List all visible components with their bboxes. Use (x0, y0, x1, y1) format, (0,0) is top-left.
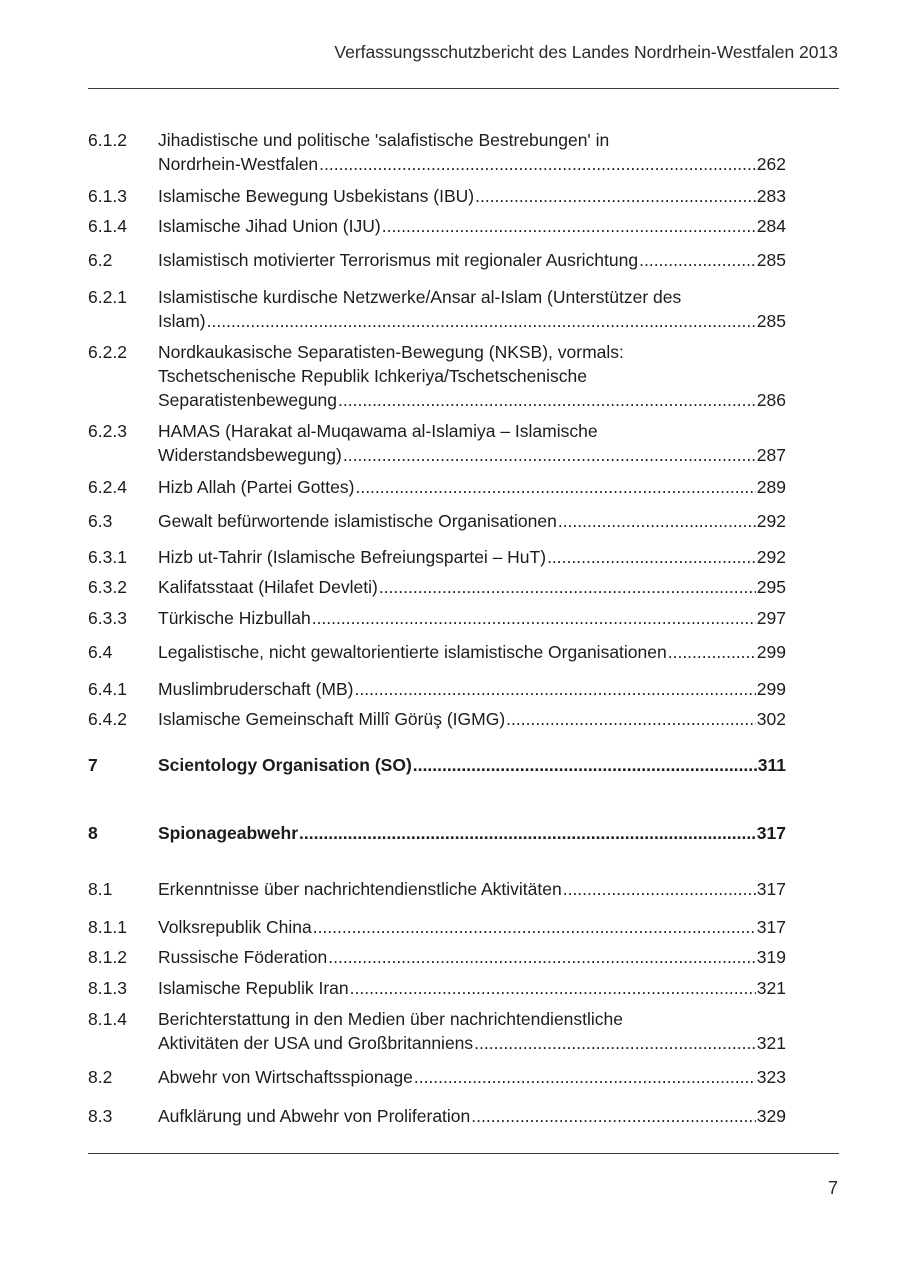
toc-entry-title-last-line: Aktivitäten der USA und Großbritanniens (158, 1033, 474, 1053)
toc-entry-title (158, 640, 786, 664)
toc-entry-title (158, 128, 786, 176)
toc-entry-title-line: Nordkaukasische Separatisten-Bewegung (NKSB), vormals: (158, 342, 624, 362)
toc-entry-page: 323 (756, 1067, 786, 1087)
toc-entry-number: 6.1.3 (88, 186, 127, 206)
toc-entry-number: 6.4.1 (88, 679, 127, 699)
toc-entry-leader-line (158, 1104, 786, 1128)
toc-entry-title (158, 821, 786, 845)
toc-entry-title (158, 214, 786, 238)
toc-entry-page: 287 (756, 445, 786, 465)
dot-leader (299, 821, 756, 845)
toc-entry-leader-line (158, 214, 786, 238)
dot-leader (547, 545, 756, 569)
toc-entry-title-last-line: Spionageabwehr (158, 823, 299, 843)
toc-entry-page: 329 (756, 1106, 786, 1126)
toc-entry-leader-line (158, 509, 786, 533)
toc-entry-number: 6.3 (88, 511, 113, 531)
toc-entry-title (158, 753, 786, 777)
toc-entry-page: 297 (756, 608, 786, 628)
toc-entry-leader-line (158, 707, 786, 731)
toc-entry-leader-line (158, 976, 786, 1000)
toc-entry-leader-line (158, 677, 786, 701)
dot-leader (338, 388, 756, 412)
dot-leader (328, 945, 756, 969)
toc-entry-title-last-line: Islamische Gemeinschaft Millî Görüş (IGMG) (158, 709, 506, 729)
toc-entry-title (158, 707, 786, 731)
dot-leader (319, 152, 756, 176)
toc-entry-title (158, 945, 786, 969)
toc-entry-number: 6.3.2 (88, 577, 127, 597)
toc-entry-leader-line (158, 184, 786, 208)
toc-entry-leader-line (158, 606, 786, 630)
toc-entry-number: 6.2.3 (88, 421, 127, 441)
dot-leader (474, 1031, 756, 1055)
toc-entry-title-last-line: Türkische Hizbullah (158, 608, 311, 628)
toc-entry-page: 295 (756, 577, 786, 597)
page-number: 7 (827, 1178, 838, 1198)
toc-entry-title-line: Jihadistische und politische 'salafistische Bestrebungen' in (158, 130, 610, 150)
toc-entry-number: 6.2.4 (88, 477, 127, 497)
dot-leader (379, 575, 756, 599)
toc-entry-title (158, 1104, 786, 1128)
toc-entry-page: 292 (756, 511, 786, 531)
dot-leader (313, 915, 756, 939)
toc-entry-page: 302 (756, 709, 786, 729)
toc-entry-number: 6.4 (88, 642, 113, 662)
toc-entry-leader-line (158, 1065, 786, 1089)
toc-entry-leader-line (158, 443, 786, 467)
toc-entry-title (158, 184, 786, 208)
dot-leader (558, 509, 756, 533)
toc-entry-number: 6.2.2 (88, 342, 127, 362)
toc-entry-title (158, 340, 786, 412)
toc-entry-number: 8.1 (88, 879, 113, 899)
toc-entry-leader-line (158, 915, 786, 939)
toc-entry-leader-line (158, 1031, 786, 1055)
toc-entry-leader-line (158, 388, 786, 412)
toc-entry-leader-line (158, 945, 786, 969)
toc-entry-number: 8.1.4 (88, 1009, 127, 1029)
toc-entry-leader-line (158, 821, 786, 845)
running-header: Verfassungsschutzbericht des Landes Nordrhein-Westfalen 2013 (334, 42, 838, 62)
toc-entry-title (158, 545, 786, 569)
toc-entry-number: 6.3.3 (88, 608, 127, 628)
toc-entry-title-last-line: Hizb ut-Tahrir (Islamische Befreiungspartei – HuT) (158, 547, 547, 567)
toc-entry-title-last-line: Muslimbruderschaft (MB) (158, 679, 354, 699)
toc-entry-page: 292 (756, 547, 786, 567)
toc-entry-title (158, 1007, 786, 1055)
toc-entry-page: 283 (756, 186, 786, 206)
toc-entry-page: 289 (756, 477, 786, 497)
toc-entry-title (158, 475, 786, 499)
toc-entry-leader-line (158, 545, 786, 569)
toc-entry-title-last-line: Islamische Republik Iran (158, 978, 349, 998)
toc-entry-leader-line (158, 575, 786, 599)
toc-entry-number: 6.4.2 (88, 709, 127, 729)
toc-entry-leader-line (158, 877, 786, 901)
toc-entry-title-last-line: Russische Föderation (158, 947, 328, 967)
toc-entry-title (158, 285, 786, 333)
toc-entry-title (158, 677, 786, 701)
toc-entry-leader-line (158, 475, 786, 499)
dot-leader (414, 1065, 756, 1089)
toc-entry-title (158, 419, 786, 467)
dot-leader (382, 214, 756, 238)
toc-entry-page: 321 (756, 978, 786, 998)
dot-leader (207, 309, 756, 333)
toc-entry-title-last-line: Scientology Organisation (SO) (158, 755, 412, 775)
toc-entry-title-last-line: Nordrhein-Westfalen (158, 154, 319, 174)
toc-entry-title-last-line: Abwehr von Wirtschaftsspionage (158, 1067, 413, 1087)
toc-entry-title-last-line: Kalifatsstaat (Hilafet Devleti) (158, 577, 378, 597)
toc-entry-title (158, 877, 786, 901)
toc-entry-page: 285 (756, 250, 786, 270)
toc-entry-title-line: Islamistische kurdische Netzwerke/Ansar al-Islam (Unterstützer des (158, 287, 682, 307)
dot-leader (355, 475, 755, 499)
dot-leader (343, 443, 756, 467)
dot-leader (350, 976, 756, 1000)
toc-entry-number: 6.1.2 (88, 130, 127, 150)
dot-leader (312, 606, 756, 630)
toc-entry-leader-line (158, 753, 786, 777)
toc-entry-title-last-line: Separatistenbewegung (158, 390, 338, 410)
toc-entry-number: 8 (88, 823, 98, 843)
toc-entry-title-last-line: Islamistisch motivierter Terrorismus mit regionaler Ausrichtung (158, 250, 639, 270)
toc-entry-title-line: HAMAS (Harakat al-Muqawama al-Islamiya – Islamische (158, 421, 598, 441)
toc-entry-leader-line (158, 309, 786, 333)
dot-leader (354, 677, 755, 701)
toc-entry-title-last-line: Islamische Bewegung Usbekistans (IBU) (158, 186, 475, 206)
toc-entry-title-last-line: Islam) (158, 311, 206, 331)
toc-entry-number: 8.1.2 (88, 947, 127, 967)
footer-rule (88, 1153, 839, 1154)
dot-leader (639, 248, 756, 272)
toc-entry-page: 284 (756, 216, 786, 236)
toc-entry-title (158, 248, 786, 272)
dot-leader (471, 1104, 756, 1128)
toc-entry-title-last-line: Volksrepublik China (158, 917, 312, 937)
toc-entry-page: 319 (756, 947, 786, 967)
toc-entry-title-line: Berichterstattung in den Medien über nachrichtendienstliche (158, 1009, 624, 1029)
toc-entry-page: 299 (756, 679, 786, 699)
toc-entry-page: 317 (756, 823, 786, 843)
toc-entry-page: 321 (756, 1033, 786, 1053)
toc-entry-number: 6.2.1 (88, 287, 127, 307)
toc-entry-number: 8.1.3 (88, 978, 127, 998)
toc-entry-number: 8.1.1 (88, 917, 127, 937)
dot-leader (563, 877, 756, 901)
dot-leader (475, 184, 756, 208)
toc-entry-title (158, 915, 786, 939)
toc-entry-number: 6.2 (88, 250, 113, 270)
toc-entry-leader-line (158, 640, 786, 664)
toc-entry-number: 6.1.4 (88, 216, 127, 236)
toc-entry-title-last-line: Islamische Jihad Union (IJU) (158, 216, 381, 236)
toc-entry-number: 7 (88, 755, 98, 775)
table-of-contents (88, 0, 786, 1261)
toc-entry-title-last-line: Hizb Allah (Partei Gottes) (158, 477, 355, 497)
toc-entry-title-last-line: Widerstandsbewegung) (158, 445, 342, 465)
toc-entry-page: 317 (756, 917, 786, 937)
toc-entry-title (158, 1065, 786, 1089)
toc-entry-page: 317 (756, 879, 786, 899)
toc-entry-number: 6.3.1 (88, 547, 127, 567)
toc-entry-title (158, 976, 786, 1000)
dot-leader (413, 753, 757, 777)
toc-entry-title (158, 575, 786, 599)
toc-entry-title-last-line: Gewalt befürwortende islamistische Organisationen (158, 511, 557, 531)
toc-entry-page: 299 (756, 642, 786, 662)
dot-leader (506, 707, 756, 731)
toc-entry-title-line: Tschetschenische Republik Ichkeriya/Tschetschenische (158, 366, 587, 386)
dot-leader (668, 640, 756, 664)
toc-entry-page: 286 (756, 390, 786, 410)
toc-entry-page: 311 (757, 755, 786, 775)
toc-entry-number: 8.2 (88, 1067, 113, 1087)
toc-entry-title (158, 509, 786, 533)
toc-entry-title-last-line: Legalistische, nicht gewaltorientierte islamistische Organisationen (158, 642, 667, 662)
toc-entry-number: 8.3 (88, 1106, 113, 1126)
toc-entry-leader-line (158, 152, 786, 176)
toc-entry-title (158, 606, 786, 630)
toc-entry-page: 262 (756, 154, 786, 174)
toc-entry-title-last-line: Aufklärung und Abwehr von Proliferation (158, 1106, 471, 1126)
toc-entry-leader-line (158, 248, 786, 272)
toc-entry-page: 285 (756, 311, 786, 331)
toc-entry-title-last-line: Erkenntnisse über nachrichtendienstliche Aktivitäten (158, 879, 562, 899)
